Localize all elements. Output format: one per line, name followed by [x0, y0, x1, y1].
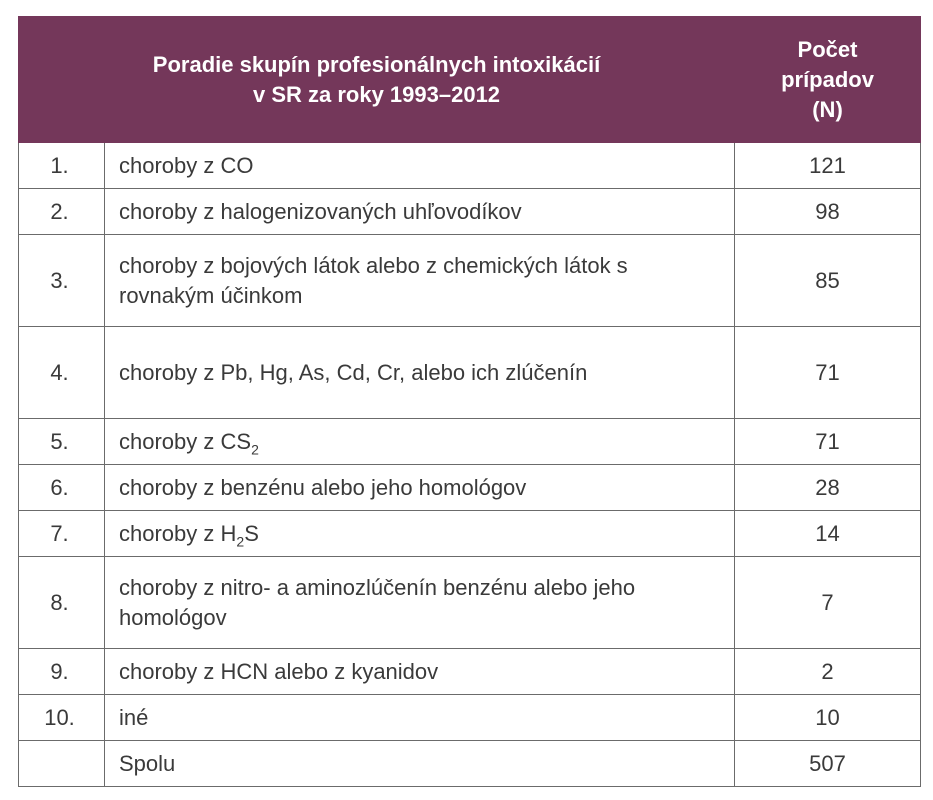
header-count-line3: (N)	[812, 96, 843, 122]
desc-text: choroby z H	[119, 520, 237, 546]
header-count-line1: Počet	[797, 36, 858, 62]
table-row	[19, 327, 921, 419]
row-count: 71	[735, 419, 921, 465]
table-row	[19, 649, 921, 695]
table-row	[19, 189, 921, 235]
row-rank: 9.	[19, 649, 105, 695]
header-title-line1: Poradie skupín profesionálnych intoxikácií	[152, 51, 601, 77]
intoxication-table	[18, 16, 921, 787]
row-description: choroby z CO	[105, 143, 735, 189]
total-label: Spolu	[105, 741, 735, 787]
total-count: 507	[735, 741, 921, 787]
header-title	[19, 17, 735, 143]
row-rank: 5.	[19, 419, 105, 465]
row-count: 98	[735, 189, 921, 235]
row-count: 14	[735, 511, 921, 557]
row-count: 10	[735, 695, 921, 741]
table-row	[19, 511, 921, 557]
header-count	[735, 17, 921, 143]
row-description: iné	[105, 695, 735, 741]
row-rank: 7.	[19, 511, 105, 557]
table-row	[19, 695, 921, 741]
total-rank	[19, 741, 105, 787]
table-header-row	[19, 17, 921, 143]
row-description: choroby z benzénu alebo jeho homológov	[105, 465, 735, 511]
row-description	[105, 511, 735, 557]
table-row	[19, 143, 921, 189]
row-description: choroby z halogenizovaných uhľovodíkov	[105, 189, 735, 235]
subscript: 2	[251, 440, 259, 457]
desc-text-end: S	[244, 520, 259, 546]
row-count: 71	[735, 327, 921, 419]
row-count: 2	[735, 649, 921, 695]
row-rank: 8.	[19, 557, 105, 649]
row-count: 85	[735, 235, 921, 327]
table-row	[19, 557, 921, 649]
header-count-line2: prípadov	[781, 66, 874, 92]
row-rank: 6.	[19, 465, 105, 511]
row-rank: 4.	[19, 327, 105, 419]
row-rank: 1.	[19, 143, 105, 189]
table-row	[19, 465, 921, 511]
row-rank: 10.	[19, 695, 105, 741]
row-count: 7	[735, 557, 921, 649]
row-description: choroby z nitro- a aminozlúčenín benzénu alebo jeho homológov	[105, 557, 735, 649]
row-description	[105, 419, 735, 465]
row-description: choroby z Pb, Hg, As, Cd, Cr, alebo ich zlúčenín	[105, 327, 735, 419]
subscript: 2	[236, 532, 245, 549]
row-rank: 3.	[19, 235, 105, 327]
table-row	[19, 235, 921, 327]
header-title-line2: v SR za roky 1993–2012	[252, 81, 501, 107]
desc-text: choroby z CS	[119, 428, 252, 454]
row-count: 28	[735, 465, 921, 511]
row-description: choroby z HCN alebo z kyanidov	[105, 649, 735, 695]
row-description: choroby z bojových látok alebo z chemických látok s rovnakým účinkom	[105, 235, 735, 327]
table-row	[19, 419, 921, 465]
total-row	[19, 741, 921, 787]
row-count: 121	[735, 143, 921, 189]
row-rank: 2.	[19, 189, 105, 235]
